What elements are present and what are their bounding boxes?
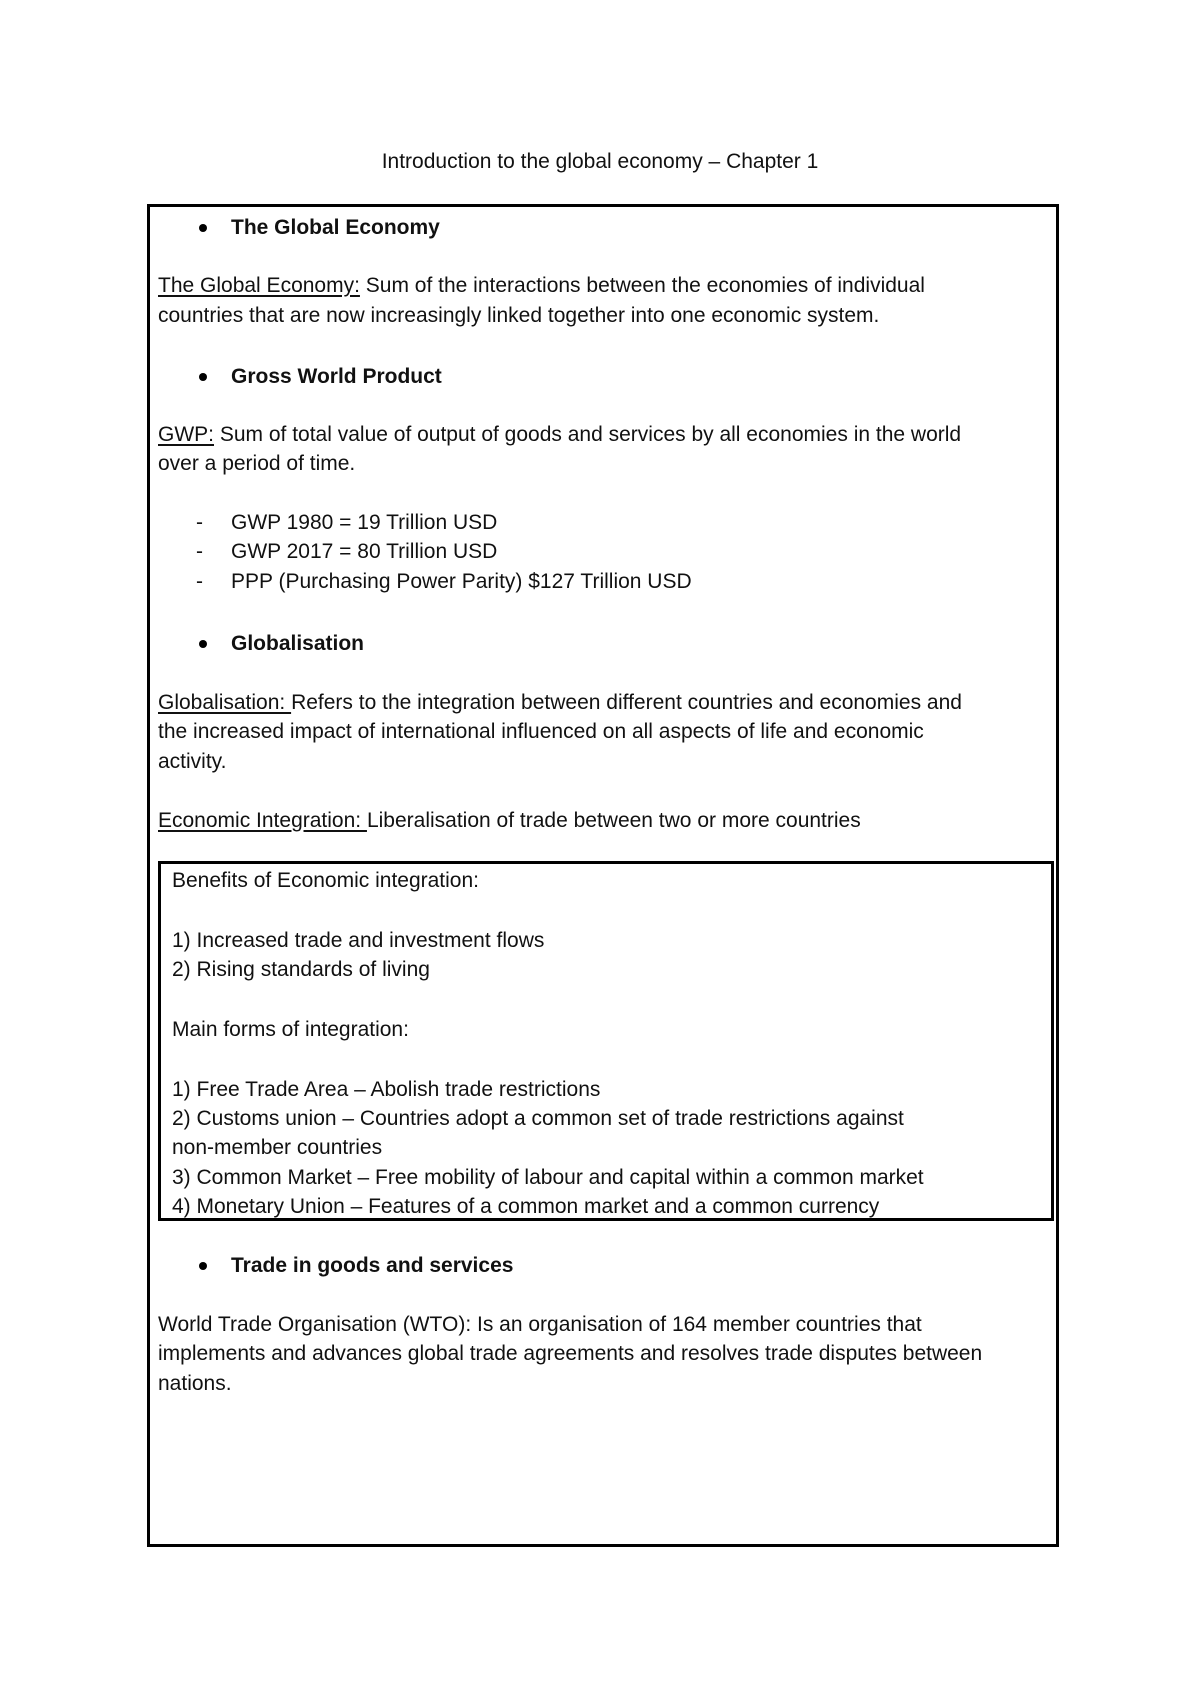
bullet-icon (199, 1262, 207, 1270)
definition-text: Refers to the integration between different countries and economies and (291, 691, 962, 714)
definition-term: Economic Integration: (158, 809, 367, 832)
list-item-text: PPP (Purchasing Power Parity) $127 Trillion USD (231, 570, 692, 593)
list-item-text: GWP 1980 = 19 Trillion USD (231, 511, 498, 534)
definition-text-line: the increased impact of international influenced on all aspects of life and economic (158, 720, 924, 743)
list-item: 2) Customs union – Countries adopt a common set of trade restrictions against (172, 1107, 904, 1130)
definition-text: Sum of total value of output of goods and services by all economies in the world (214, 423, 962, 446)
bullet-icon (199, 640, 207, 648)
list-item-text: GWP 2017 = 80 Trillion USD (231, 540, 498, 563)
definition-global-economy (158, 271, 925, 301)
list-item: 1) Increased trade and investment flows (172, 929, 545, 952)
definition-term: The Global Economy: (158, 274, 360, 297)
definition-gwp (158, 420, 961, 450)
definition-term: Globalisation: (158, 691, 292, 714)
definition-globalisation (158, 688, 962, 718)
definition-text-line: activity. (158, 750, 227, 773)
dash-marker: - (196, 570, 203, 593)
dash-marker: - (196, 540, 203, 563)
list-item: 4) Monetary Union – Features of a common market and a common currency (172, 1195, 880, 1218)
bullet-icon (199, 373, 207, 381)
definition-text: Liberalisation of trade between two or more countries (366, 809, 861, 832)
definition-term: GWP: (158, 423, 214, 446)
definition-text-line: World Trade Organisation (WTO): Is an organisation of 164 member countries that (158, 1313, 922, 1336)
list-item: non-member countries (172, 1136, 383, 1159)
benefits-title: Benefits of Economic integration: (172, 869, 480, 892)
document-title: Introduction to the global economy – Chapter 1 (381, 150, 819, 173)
integration-box (158, 861, 1054, 1221)
section-heading: Globalisation (231, 632, 365, 655)
dash-marker: - (196, 511, 203, 534)
definition-text-line: over a period of time. (158, 452, 356, 475)
notes-box (147, 204, 1059, 1547)
definition-text-line: implements and advances global trade agreements and resolves trade disputes between (158, 1342, 983, 1365)
list-item: 2) Rising standards of living (172, 958, 430, 981)
section-heading: Trade in goods and services (231, 1254, 514, 1277)
list-item: 1) Free Trade Area – Abolish trade restrictions (172, 1078, 601, 1101)
bullet-icon (199, 224, 207, 232)
definition-text-line: nations. (158, 1372, 232, 1395)
definition-economic-integration (158, 806, 861, 836)
definition-text-line: countries that are now increasingly linked together into one economic system. (158, 304, 880, 327)
section-heading: The Global Economy (231, 216, 440, 239)
definition-text: Sum of the interactions between the economies of individual (359, 274, 925, 297)
forms-title: Main forms of integration: (172, 1018, 409, 1041)
section-heading: Gross World Product (231, 365, 442, 388)
list-item: 3) Common Market – Free mobility of labour and capital within a common market (172, 1166, 924, 1189)
